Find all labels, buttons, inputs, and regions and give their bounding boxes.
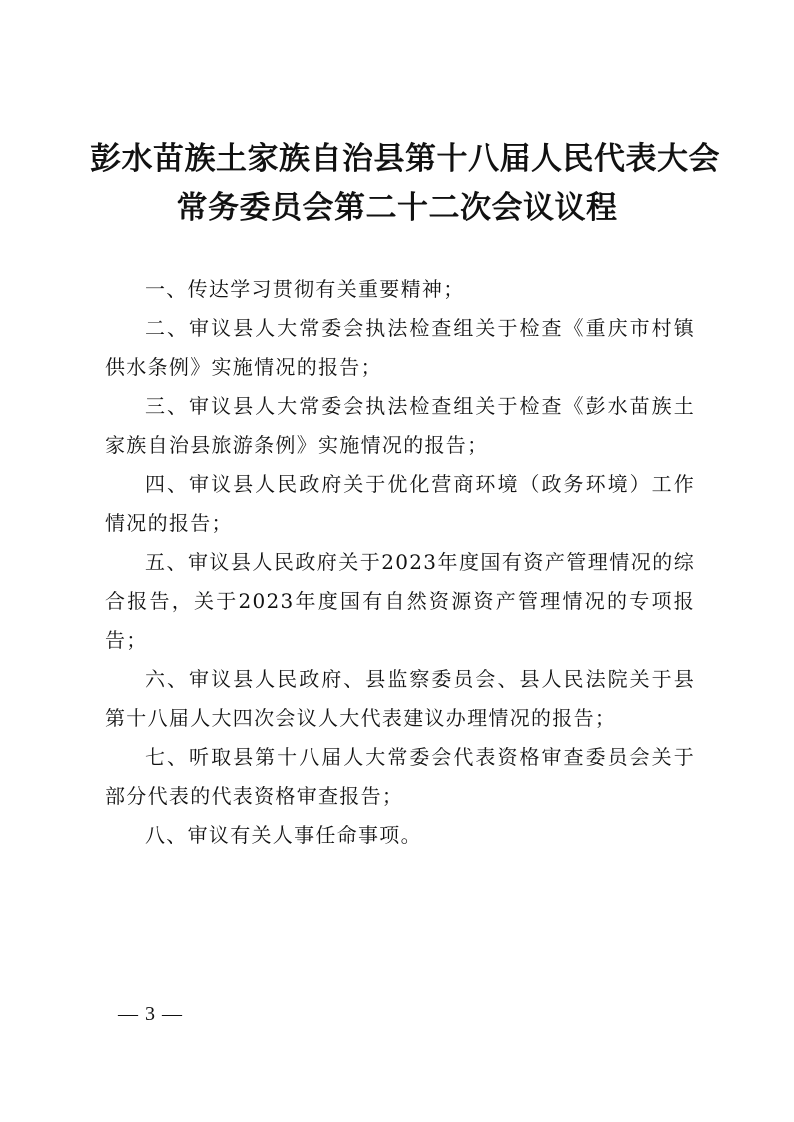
agenda-item-5: 五、审议县人民政府关于2023年度国有资产管理情况的综合报告，关于2023年度国有自然资源资产管理情况的专项报告；	[105, 550, 695, 652]
document-title-line-1: 彭水苗族土家族自治县第十八届人民代表大会	[90, 141, 720, 177]
agenda-list	[105, 270, 695, 855]
agenda-item-7: 七、听取县第十八届人大常委会代表资格审查委员会关于部分代表的代表资格审查报告；	[105, 745, 695, 808]
agenda-item-4: 四、审议县人民政府关于优化营商环境（政务环境）工作情况的报告；	[105, 472, 695, 535]
agenda-item-8: 八、审议有关人事任命事项。	[145, 823, 422, 847]
agenda-item-6: 六、审议县人民政府、县监察委员会、县人民法院关于县第十八届人大四次会议人大代表建议办理情况的报告；	[105, 667, 695, 730]
page-number: — 3 —	[118, 1003, 183, 1025]
agenda-item-3: 三、审议县人大常委会执法检查组关于检查《彭水苗族土家族自治县旅游条例》实施情况的报告；	[105, 394, 695, 457]
agenda-item-2: 二、审议县人大常委会执法检查组关于检查《重庆市村镇供水条例》实施情况的报告；	[105, 316, 695, 379]
document-title-line-2: 常务委员会第二十二次会议议程	[176, 190, 618, 226]
agenda-item-1: 一、传达学习贯彻有关重要精神；	[145, 277, 465, 301]
